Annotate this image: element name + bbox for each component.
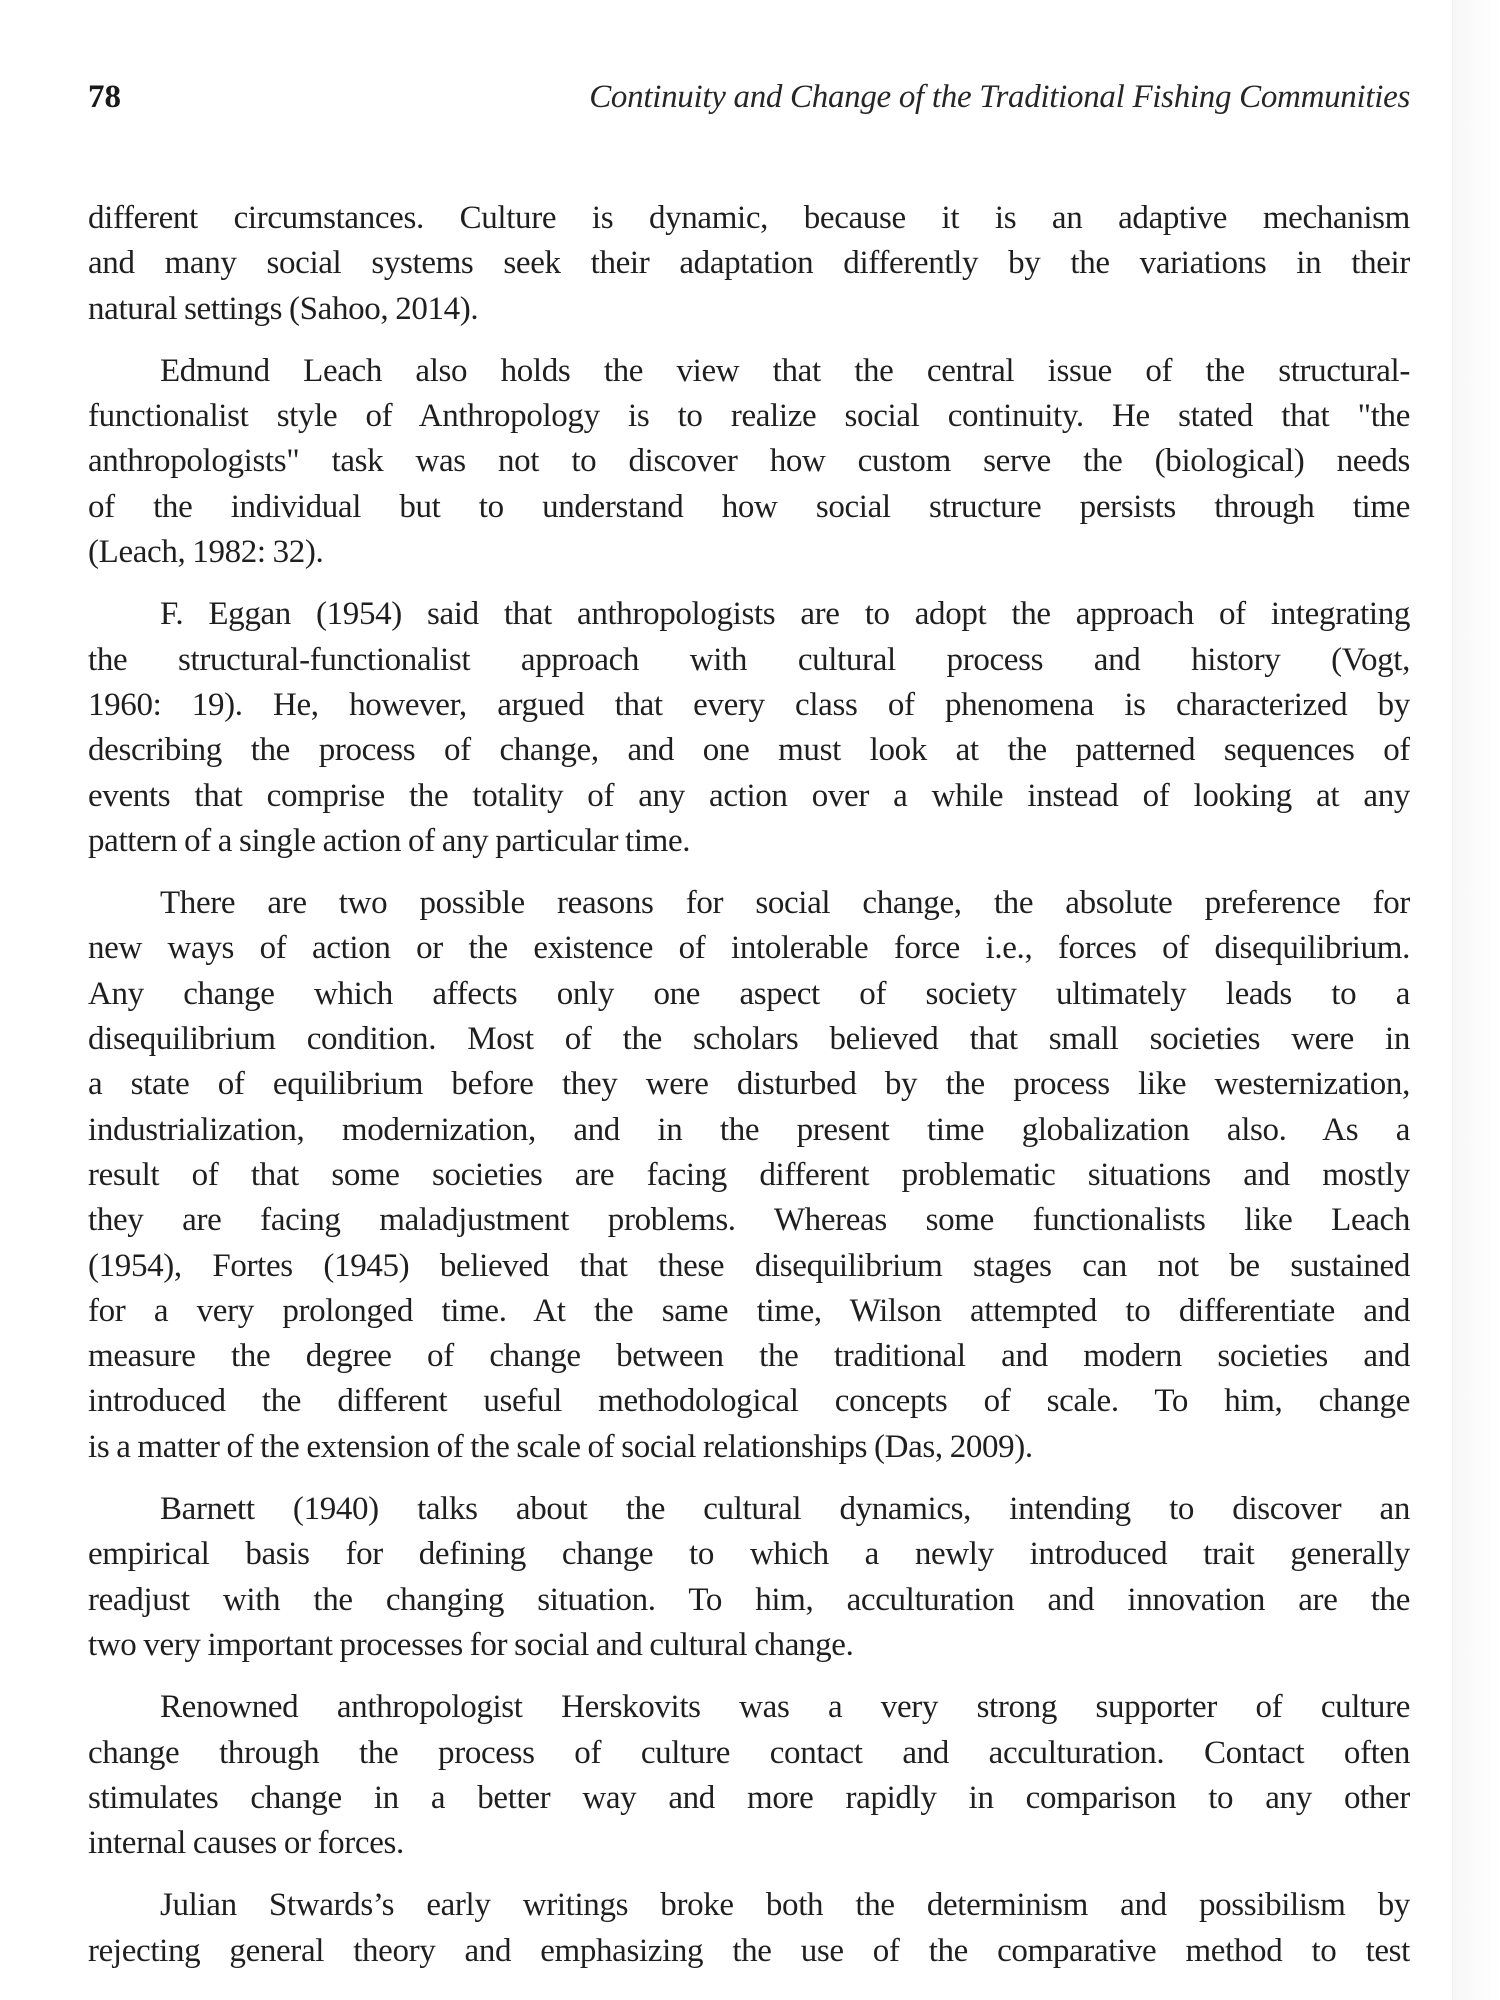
text-line: There are two possible reasons for social change, the absolute preference for <box>160 885 1410 922</box>
paragraph <box>88 1685 1410 1866</box>
text-line: readjust with the changing situation. To him, acculturation and innovation are the <box>88 1581 1410 1618</box>
text-line: empirical basis for defining change to which a newly introduced trait generally <box>88 1536 1410 1573</box>
page-number: 78 <box>88 79 121 115</box>
text-line: new ways of action or the existence of intolerable force i.e., forces of disequilibrium. <box>88 930 1410 967</box>
text-line: two very important processes for social and cultural change. <box>88 1626 854 1663</box>
text-line: Edmund Leach also holds the view that the central issue of the structural- <box>160 352 1410 389</box>
paragraph <box>88 1883 1410 1974</box>
text-line: Barnett (1940) talks about the cultural dynamics, intending to discover an <box>160 1491 1410 1528</box>
text-line: describing the process of change, and one must look at the patterned sequences of <box>88 732 1410 769</box>
text-line: change through the process of culture contact and acculturation. Contact often <box>88 1734 1410 1771</box>
paragraph <box>88 1487 1410 1668</box>
text-line: the structural-functionalist approach with cultural process and history (Vogt, <box>88 641 1410 678</box>
text-line: introduced the different useful methodological concepts of scale. To him, change <box>88 1383 1410 1420</box>
text-line: Julian Stwards’s early writings broke both the determinism and possibilism by <box>160 1887 1410 1924</box>
text-line: different circumstances. Culture is dynamic, because it is an adaptive mechanism <box>88 200 1410 236</box>
text-line: a state of equilibrium before they were disturbed by the process like westernization, <box>88 1066 1410 1103</box>
text-line: F. Eggan (1954) said that anthropologists are to adopt the approach of integrating <box>160 596 1410 633</box>
text-line: (Leach, 1982: 32). <box>88 534 324 571</box>
text-line: disequilibrium condition. Most of the scholars believed that small societies were in <box>88 1021 1410 1058</box>
paragraph <box>88 196 1410 332</box>
text-line: for a very prolonged time. At the same time, Wilson attempted to differentiate and <box>88 1292 1410 1329</box>
page-edge-shadow <box>1452 0 1500 2000</box>
text-line: Renowned anthropologist Herskovits was a very strong supporter of culture <box>160 1689 1410 1726</box>
text-line: result of that some societies are facing different problematic situations and mostly <box>88 1156 1410 1193</box>
text-line: functionalist style of Anthropology is to realize social continuity. He stated that "the <box>88 398 1410 435</box>
text-line: of the individual but to understand how social structure persists through time <box>88 488 1410 525</box>
text-line: 1960: 19). He, however, argued that every class of phenomena is characterized by <box>88 686 1410 723</box>
text-line: and many social systems seek their adaptation differently by the variations in their <box>88 245 1410 282</box>
text-line: (1954), Fortes (1945) believed that these disequilibrium stages can not be sustained <box>88 1247 1410 1284</box>
text-line: stimulates change in a better way and more rapidly in comparison to any other <box>88 1779 1410 1816</box>
text-line: events that comprise the totality of any action over a while instead of looking at any <box>88 777 1410 814</box>
text-line: internal causes or forces. <box>88 1825 404 1862</box>
text-line: they are facing maladjustment problems. Whereas some functionalists like Leach <box>88 1202 1410 1239</box>
paragraph <box>88 881 1410 1470</box>
text-line: industrialization, modernization, and in the present time globalization also. As a <box>88 1111 1410 1148</box>
paragraph <box>88 349 1410 575</box>
text-line: natural settings (Sahoo, 2014). <box>88 290 479 327</box>
text-line: anthropologists" task was not to discover how custom serve the (biological) needs <box>88 443 1410 480</box>
text-line: is a matter of the extension of the scale of social relationships (Das, 2009). <box>88 1428 1033 1465</box>
text-line: Any change which affects only one aspect of society ultimately leads to a <box>88 975 1410 1012</box>
text-line: measure the degree of change between the traditional and modern societies and <box>88 1338 1410 1375</box>
body-text <box>88 196 1410 1991</box>
running-title: Continuity and Change of the Traditional Fishing Communities <box>589 79 1410 115</box>
paragraph <box>88 592 1410 864</box>
running-header <box>88 72 1410 122</box>
text-line: rejecting general theory and emphasizing the use of the comparative method to test <box>88 1932 1410 1969</box>
text-line: pattern of a single action of any particular time. <box>88 822 691 859</box>
